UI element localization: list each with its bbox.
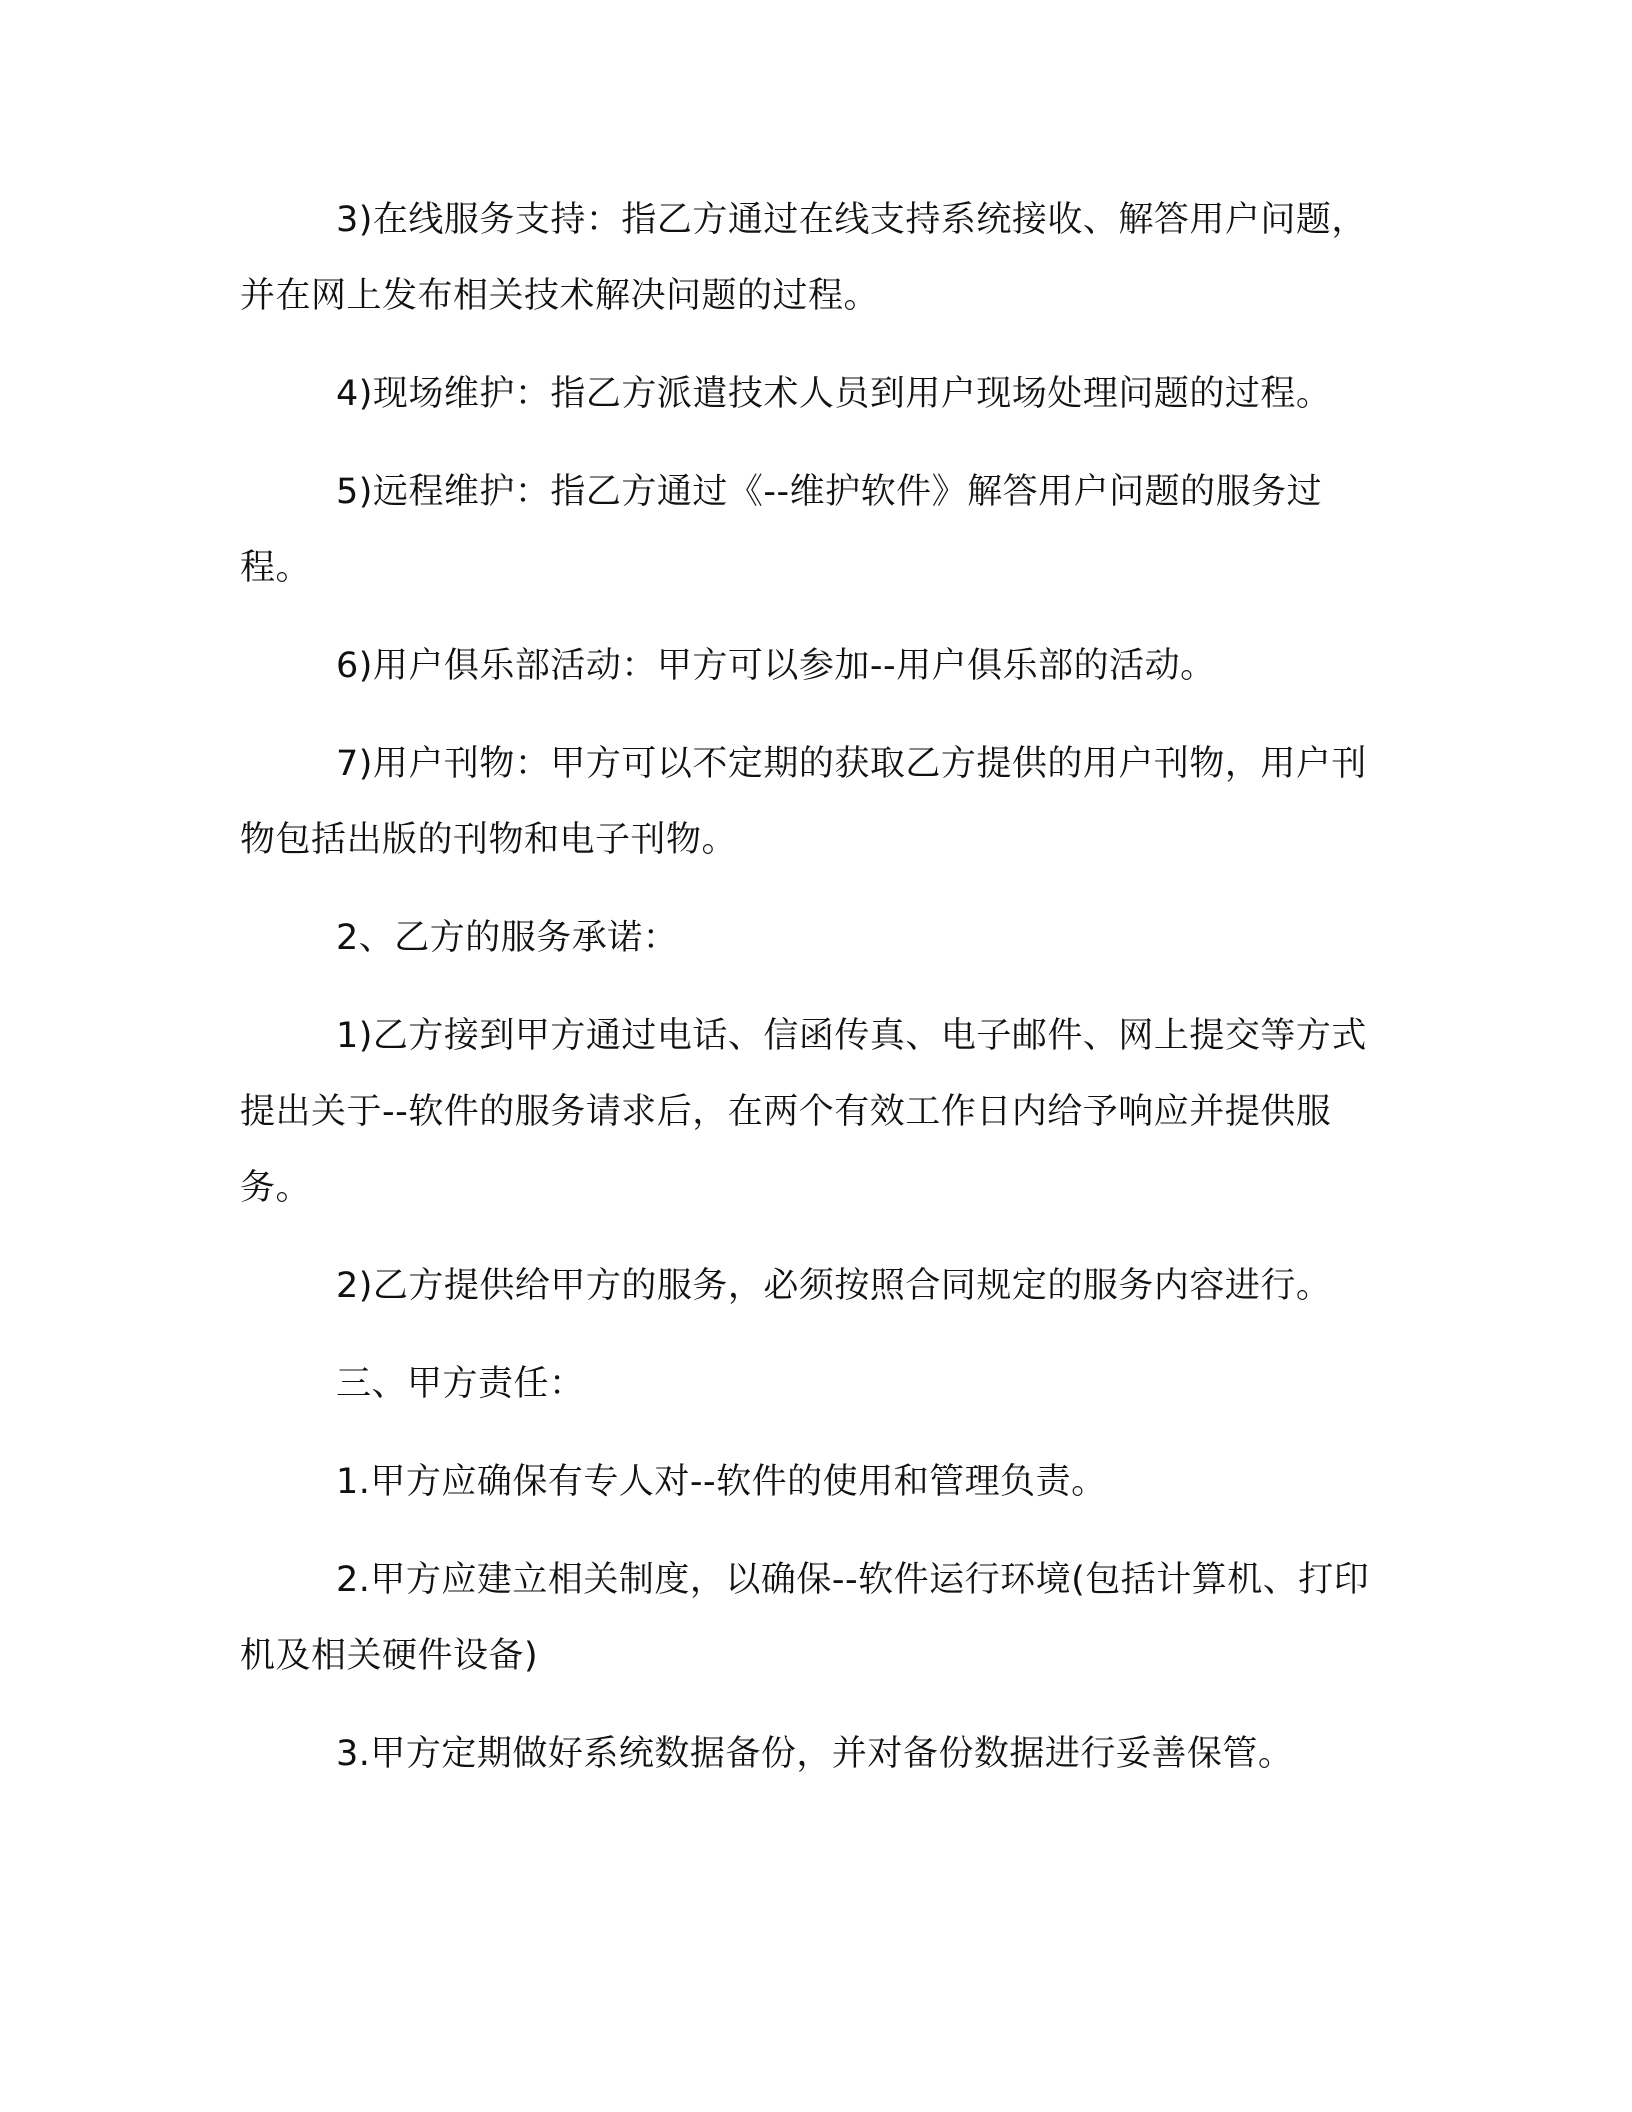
- paragraph-onsite-maintenance: 4)现场维护：指乙方派遣技术人员到用户现场处理问题的过程。: [336, 374, 1332, 414]
- section-heading-service-commitment: 2、乙方的服务承诺：: [336, 918, 679, 958]
- paragraph-service-compliance: 2)乙方提供给甲方的服务，必须按照合同规定的服务内容进行。: [336, 1266, 1332, 1306]
- document-body: [240, 182, 1380, 1814]
- paragraph-response-time: 1)乙方接到甲方通过电话、信函传真、电子邮件、网上提交等方式提出关于--软件的服务请求后，在两个有效工作日内给予响应并提供服务。: [240, 1016, 1367, 1208]
- section-heading-party-a-responsibilities: 三、甲方责任：: [336, 1364, 585, 1404]
- paragraph-dedicated-personnel: 1.甲方应确保有专人对--软件的使用和管理负责。: [336, 1462, 1107, 1502]
- paragraph-online-service-support: 3)在线服务支持：指乙方通过在线支持系统接收、解答用户问题，并在网上发布相关技术解决问题的过程。: [240, 200, 1367, 316]
- paragraph-remote-maintenance: 5)远程维护：指乙方通过《--维护软件》解答用户问题的服务过程。: [240, 472, 1323, 588]
- paragraph-user-club-activities: 6)用户俱乐部活动：甲方可以参加--用户俱乐部的活动。: [336, 646, 1216, 686]
- paragraph-data-backup: 3.甲方定期做好系统数据备份，并对备份数据进行妥善保管。: [336, 1734, 1294, 1774]
- paragraph-operating-environment: 2.甲方应建立相关制度，以确保--软件运行环境(包括计算机、打印机及相关硬件设备): [240, 1560, 1370, 1676]
- paragraph-user-publications: 7)用户刊物：甲方可以不定期的获取乙方提供的用户刊物，用户刊物包括出版的刊物和电子刊物。: [240, 744, 1367, 860]
